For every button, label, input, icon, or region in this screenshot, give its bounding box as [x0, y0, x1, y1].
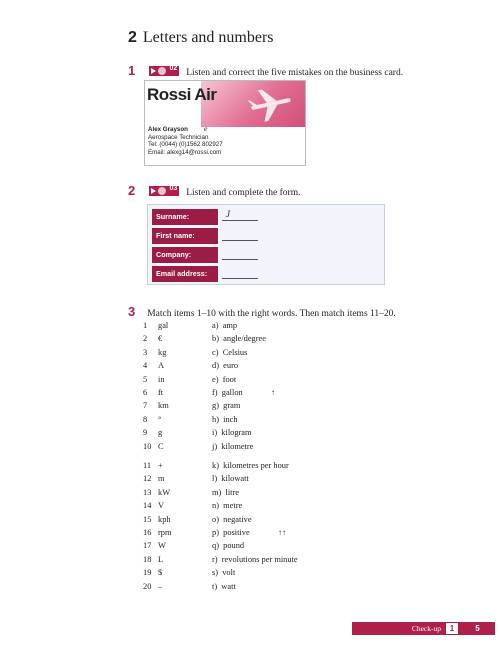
list-item: 14 V n) metre	[143, 501, 243, 511]
exercise-1-header	[128, 62, 403, 80]
list-item: 12 m l) kilowatt	[143, 474, 249, 484]
form-label-first-name: First name:	[152, 228, 218, 244]
list-item: 4 A d) euro	[143, 361, 239, 371]
matching-list	[143, 321, 393, 601]
form-label-company: Company:	[152, 247, 218, 263]
card-company-name: Rossi Air	[147, 85, 217, 104]
unit-number: 2	[128, 29, 137, 46]
handwritten-entry: J	[226, 209, 230, 219]
card-person-name: Alex Grayson	[148, 126, 188, 133]
list-item: 2 € b) angle/degree	[143, 334, 266, 344]
list-item: 1 gal a) amp	[143, 321, 238, 330]
list-item: 9 g i) kilogram	[143, 428, 252, 438]
handwritten-mark: ↑↑	[278, 528, 286, 537]
exercise-instruction: Match items 1–10 with the right words. Then match items 11–20.	[147, 309, 396, 319]
list-item: 13 kW m) litre	[143, 487, 239, 497]
page-number: 5	[475, 624, 480, 633]
card-telephone: Tel: (0044) (0)1562 802927	[148, 141, 223, 149]
list-item: 7 km g) gram	[143, 401, 241, 411]
exercise-instruction: Listen and correct the five mistakes on the business card.	[186, 68, 404, 78]
list-item: 5 in e) foot	[143, 374, 237, 384]
form-field-first-name[interactable]	[222, 229, 258, 241]
list-item: 3 kg c) Celsius	[143, 347, 248, 357]
unit-title	[128, 29, 274, 47]
list-item: 16 rpm p) positive ↑↑	[143, 528, 286, 537]
list-item: 8 ° h) inch	[143, 414, 238, 424]
page-footer	[352, 622, 495, 635]
form-label-surname: Surname:	[152, 209, 218, 225]
list-item: 17 W q) pound	[143, 541, 245, 551]
footer-section-label: Check-up	[411, 624, 441, 633]
audio-track-icon[interactable]	[149, 186, 179, 196]
list-item: 20 – t) watt	[143, 581, 236, 591]
exercise-instruction: Listen and complete the form.	[186, 188, 301, 198]
track-number: 02	[169, 65, 178, 73]
footer-unit-number: 1	[446, 623, 458, 634]
business-card	[144, 80, 306, 166]
form-label-email: Email address:	[152, 266, 218, 282]
audio-track-icon[interactable]	[149, 66, 179, 76]
form-field-company[interactable]	[222, 248, 258, 260]
unit-title-text: Letters and numbers	[142, 29, 274, 46]
exercise-number: 3	[128, 304, 136, 319]
track-number: 03	[169, 185, 178, 193]
card-contact-details	[148, 126, 223, 156]
exercise-2-header	[128, 182, 300, 200]
card-job-title: Aerospace Technician	[148, 133, 209, 141]
exercise-number: 1	[128, 63, 136, 78]
exercise-3-header	[128, 303, 396, 321]
list-item: 15 kph o) negative	[143, 514, 252, 524]
list-item: 19 $ s) volt	[143, 568, 236, 578]
handwritten-correction: e	[203, 126, 208, 133]
list-item: 11 + k) kilometres per hour	[143, 461, 289, 470]
form-field-email[interactable]	[222, 267, 258, 279]
form-field-surname[interactable]	[222, 209, 258, 221]
registration-form	[147, 204, 385, 285]
handwritten-mark: ↑	[271, 388, 275, 397]
exercise-number: 2	[128, 183, 136, 198]
card-email: Email: alexg14@rossi.com	[148, 148, 222, 156]
list-item: 18 L r) revolutions per minute	[143, 554, 298, 564]
list-item: 6 ft f) gallon ↑	[143, 388, 275, 397]
list-item: 10 C j) kilometre	[143, 441, 254, 451]
